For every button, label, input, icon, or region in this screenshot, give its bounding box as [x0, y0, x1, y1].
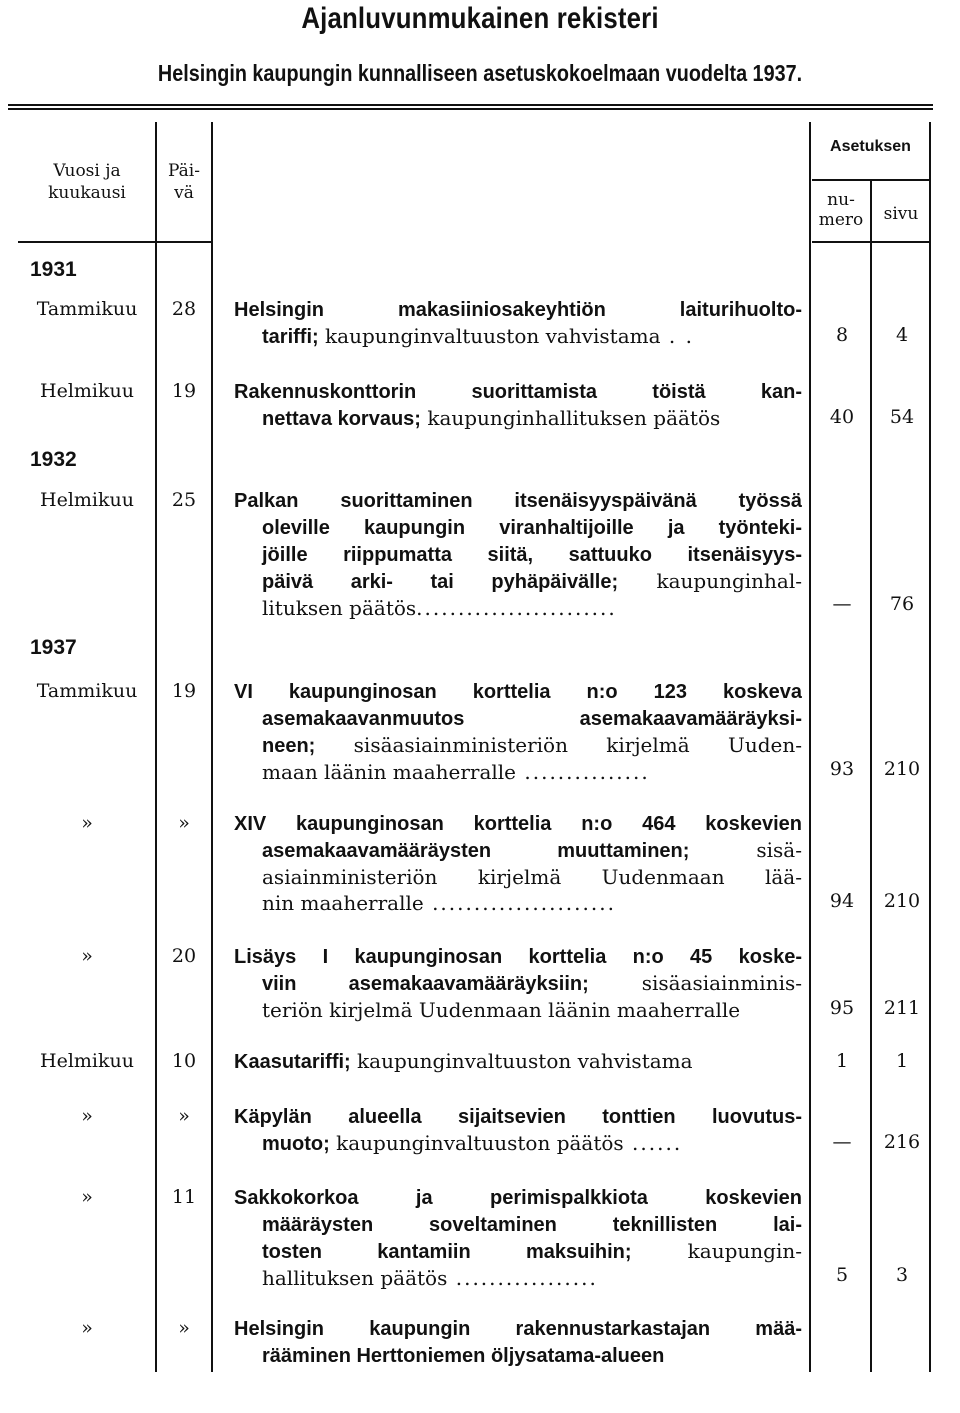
entry-description-line — [234, 541, 802, 568]
entry-description-line — [234, 1315, 802, 1342]
entry-body-text: teriön kirjelmä Uudenmaan läänin maaherralle — [262, 998, 741, 1022]
entry-numero: 95 — [829, 997, 855, 1019]
entry-description — [234, 296, 802, 350]
entry-numero: 5 — [835, 1264, 849, 1286]
entry-description-line — [234, 378, 802, 405]
entry-title-text: jöille riippumatta siitä, sattuuko itsenäisyys- — [262, 544, 802, 566]
entry-description — [234, 1048, 802, 1075]
entry-month: » — [81, 1317, 93, 1339]
entry-description-line — [234, 487, 802, 514]
header-numero-line1: nu- — [827, 190, 855, 210]
header-bottom-rule-right — [812, 241, 929, 243]
entry-sivu: 216 — [883, 1131, 921, 1153]
entry-title-text: asemakaavamääräysten muuttaminen; — [262, 840, 690, 862]
entry-title-text: Helsingin kaupungin rakennustarkastajan mää- — [234, 1318, 802, 1340]
entry-title-text: tariffi; — [262, 326, 319, 348]
entry-title-text: Kaasutariffi; — [234, 1051, 351, 1073]
entry-title-text: tosten kantamiin maksuihin; — [262, 1241, 632, 1263]
entry-title-text: päivä arki- tai pyhäpäivälle; — [262, 571, 619, 593]
asetuksen-underline — [812, 179, 929, 181]
entry-description-line — [234, 514, 802, 541]
entry-title-text: VI kaupunginosan korttelia n:o 123 koskeva — [234, 681, 802, 703]
entry-description-line — [234, 568, 802, 595]
entry-day: » — [178, 1105, 190, 1127]
entry-month: Tammikuu — [36, 298, 138, 320]
entry-description — [234, 810, 802, 916]
entry-sivu: 54 — [889, 406, 915, 428]
entry-body-text: kaupunginvaltuuston vahvistama — [350, 1049, 693, 1073]
entry-description-line — [234, 837, 802, 864]
entry-title-text: asemakaavanmuutos asemakaavamääräyksi- — [262, 708, 802, 730]
entry-body-text: hallituksen päätös — [262, 1266, 448, 1290]
entry-description-line — [234, 595, 802, 621]
entry-description — [234, 378, 802, 432]
entry-description-line — [234, 759, 802, 785]
entry-body-text: kaupunginhallituksen päätös — [420, 406, 721, 430]
entry-body-text: kaupungin- — [631, 1239, 802, 1263]
entry-sivu: 210 — [883, 758, 921, 780]
entry-description-line — [234, 1184, 802, 1211]
entry-description-line — [234, 943, 802, 970]
entry-description-line — [234, 810, 802, 837]
entry-sivu: 210 — [883, 890, 921, 912]
entry-month: » — [81, 812, 93, 834]
header-year-month-line1: Vuosi ja — [53, 161, 121, 181]
entry-body-text: asiainministeriön kirjelmä Uudenmaan lää- — [262, 865, 802, 889]
entry-description-line — [234, 323, 802, 350]
column-rule-2 — [211, 122, 213, 1372]
entry-description-line — [234, 1048, 802, 1075]
entry-month: » — [81, 1186, 93, 1208]
entry-title-text: muoto; — [262, 1133, 330, 1155]
entry-title-text: oleville kaupungin viranhaltijoille ja työnteki- — [262, 517, 802, 539]
entry-title-text: määräysten soveltaminen teknillisten lai- — [262, 1214, 802, 1236]
entry-numero: 8 — [835, 324, 849, 346]
entry-description-line — [234, 1130, 802, 1157]
entry-title-text: Käpylän alueella sijaitsevien tonttien luovutus- — [234, 1106, 802, 1128]
entry-day: 28 — [171, 298, 197, 320]
entry-numero: 40 — [829, 406, 855, 428]
header-bottom-rule-left — [18, 241, 211, 243]
entry-sivu: 3 — [895, 1264, 909, 1286]
entry-body-text: kaupunginhal- — [618, 569, 802, 593]
entry-title-text: Lisäys I kaupunginosan korttelia n:o 45 koske- — [234, 946, 802, 968]
entry-body-text: kaupunginvaltuuston vahvistama — [318, 324, 661, 348]
entry-title-text: Palkan suorittaminen itsenäisyyspäivänä työssä — [234, 490, 802, 512]
entry-body-text: sisäasiainministeriön kirjelmä Uuden- — [315, 733, 802, 757]
entry-title-text: rääminen Herttoniemen öljysatama-alueen — [262, 1345, 665, 1367]
entry-day: 25 — [171, 489, 197, 511]
header-day — [158, 160, 210, 204]
page-title: Ajanluvunmukainen rekisteri — [301, 2, 659, 35]
entry-description — [234, 1103, 802, 1157]
entry-description-line — [234, 705, 802, 732]
column-rule-3 — [809, 122, 811, 1372]
entry-numero: — — [832, 593, 852, 615]
entry-day: 10 — [171, 1050, 197, 1072]
entry-description-line — [234, 296, 802, 323]
entry-description-line — [234, 1103, 802, 1130]
entry-sivu: 76 — [889, 593, 915, 615]
leader-dots: ...................... — [423, 891, 616, 915]
entry-description-line — [234, 1265, 802, 1291]
year-1931: 1931 — [30, 258, 77, 281]
entry-body-text: maan läänin maaherralle — [262, 760, 517, 784]
entry-title-text: neen; — [262, 735, 316, 757]
page-subtitle: Helsingin kaupungin kunnalliseen asetuskokoelmaan vuodelta 1937. — [157, 60, 803, 86]
header-numero — [812, 190, 870, 230]
entry-numero: — — [832, 1131, 852, 1153]
entry-description-line — [234, 1342, 802, 1369]
entry-description — [234, 1315, 802, 1369]
entry-title-text: viin asemakaavamääräyksiin; — [262, 973, 589, 995]
entry-month: » — [81, 945, 93, 967]
entry-body-text: sisäasiainminis- — [588, 971, 802, 995]
entry-title-text: Rakennuskonttorin suorittamista töistä kan- — [234, 381, 802, 403]
entry-title-text: XIV kaupunginosan korttelia n:o 464 koskevien — [234, 813, 802, 835]
entry-description — [234, 1184, 802, 1291]
entry-day: » — [178, 1317, 190, 1339]
entry-day: 11 — [171, 1186, 197, 1208]
column-rule-5 — [929, 122, 931, 1372]
entry-description-line — [234, 732, 802, 759]
entry-description — [234, 943, 802, 1023]
entry-day: » — [178, 812, 190, 834]
entry-numero: 1 — [835, 1050, 849, 1072]
entry-day: 19 — [171, 380, 197, 402]
header-numero-line2: mero — [818, 210, 864, 230]
entry-title-text: Helsingin makasiiniosakeyhtiön laiturihuolto- — [234, 299, 802, 321]
entry-description-line — [234, 678, 802, 705]
entry-sivu: 1 — [895, 1050, 909, 1072]
entry-day: 19 — [171, 680, 197, 702]
entry-description-line — [234, 1238, 802, 1265]
entry-description — [234, 678, 802, 785]
entry-description-line — [234, 1211, 802, 1238]
entry-month: » — [81, 1105, 93, 1127]
entry-description-line — [234, 997, 802, 1023]
entry-body-text: kaupunginvaltuuston päätös — [329, 1131, 624, 1155]
entry-title-text: Sakkokorkoa ja perimispalkkiota koskevien — [234, 1187, 802, 1209]
year-1932: 1932 — [30, 448, 77, 471]
entry-description-line — [234, 864, 802, 890]
entry-month: Helmikuu — [40, 489, 134, 511]
year-1937: 1937 — [30, 636, 77, 659]
entry-day: 20 — [171, 945, 197, 967]
entry-description-line — [234, 970, 802, 997]
entry-body-text: nin maaherralle — [262, 891, 424, 915]
entry-body-text: sisä- — [689, 838, 802, 862]
entry-numero: 93 — [829, 758, 855, 780]
entry-description-line — [234, 890, 802, 916]
entry-month: Helmikuu — [40, 380, 134, 402]
header-year-month — [18, 160, 156, 204]
leader-dots: ........................ — [416, 596, 617, 620]
entry-sivu: 4 — [895, 324, 909, 346]
header-day-line2: vä — [174, 183, 194, 203]
leader-dots: ............... — [516, 760, 650, 784]
entry-sivu: 211 — [883, 997, 921, 1019]
header-double-rule — [8, 104, 933, 110]
leader-dots: ...... — [623, 1131, 683, 1155]
entry-body-text: lituksen päätös — [262, 596, 417, 620]
entry-title-text: nettava korvaus; — [262, 408, 421, 430]
entry-numero: 94 — [829, 890, 855, 912]
leader-dots: ................. — [447, 1266, 598, 1290]
header-year-month-line2: kuukausi — [48, 183, 126, 203]
entry-description-line — [234, 405, 802, 432]
entry-month: Tammikuu — [36, 680, 138, 702]
leader-dots: . . — [660, 324, 694, 348]
entry-month: Helmikuu — [40, 1050, 134, 1072]
entry-description — [234, 487, 802, 621]
header-asetuksen: Asetuksen — [830, 138, 911, 155]
header-day-line1: Päi- — [168, 161, 200, 181]
header-sivu: sivu — [883, 204, 919, 224]
